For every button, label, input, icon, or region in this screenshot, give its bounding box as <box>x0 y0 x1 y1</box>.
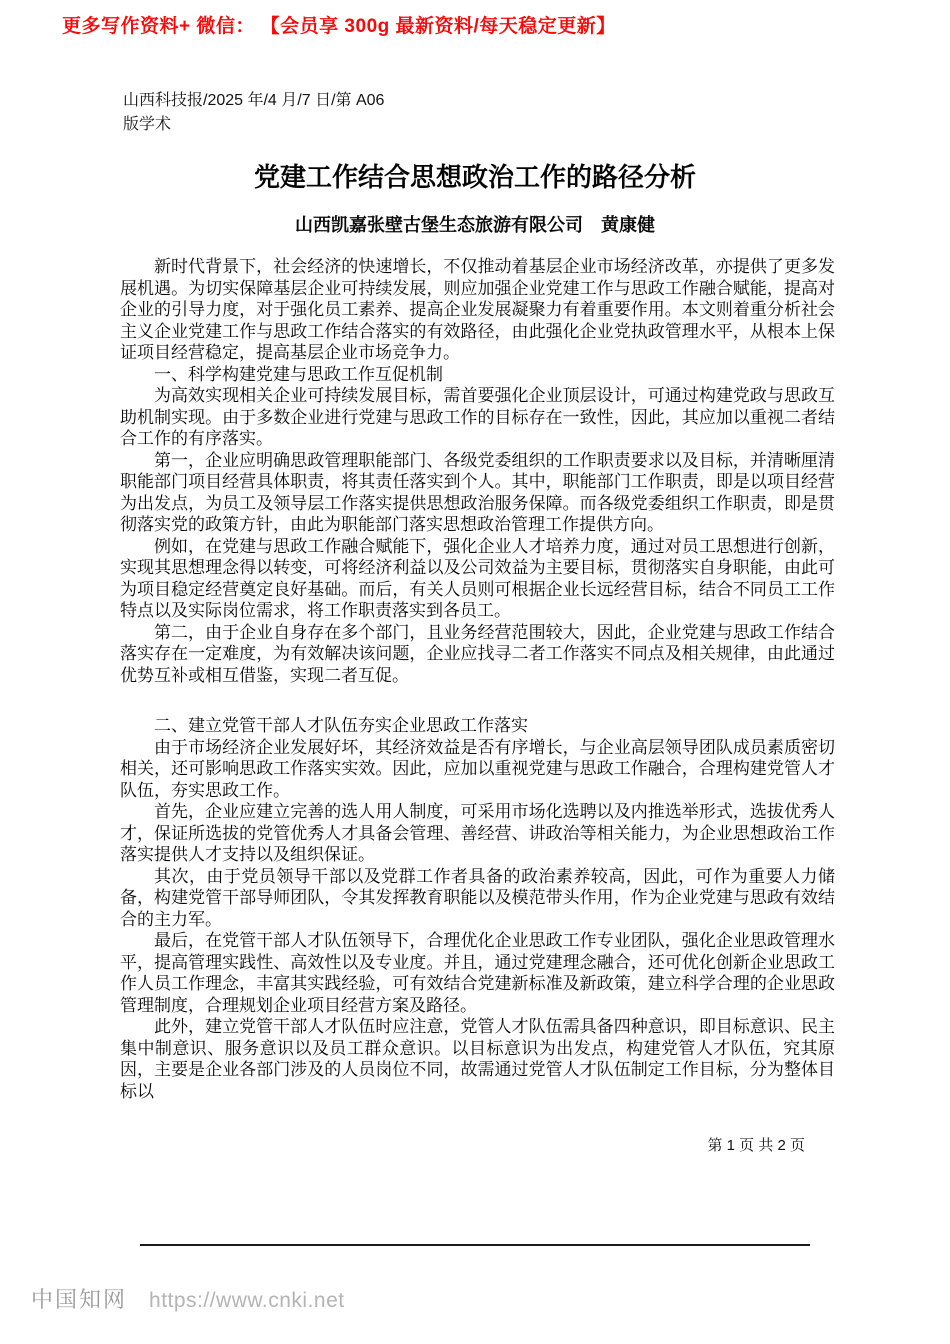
body-paragraph: 例如，在党建与思政工作融合赋能下，强化企业人才培养力度，通过对员工思想进行创新，实现其思想理念得以转变，可将经济利益以及公司效益为主要目标，贯彻落实自身职能，由此可为项目稳定经营奠定良好基础。而后，有关人员则可根据企业长远经营目标，结合不同员工工作特点以及实际岗位需求，将工作职责落实到各员工。 <box>120 536 835 620</box>
cnki-site-name: 中国知网 <box>31 1287 128 1312</box>
body-paragraph: 由于市场经济企业发展好坏，其经济效益是否有序增长，与企业高层领导团队成员素质密切相关，还可影响思政工作落实实效。因此，应加以重视党建与思政工作融合，合理构建党管人才队伍，夯实思政工作。 <box>120 737 835 800</box>
cnki-watermark <box>31 1283 345 1314</box>
article-body <box>120 256 835 1102</box>
section-heading-1: 一、科学构建党建与思政工作互促机制 <box>154 364 443 384</box>
body-paragraph: 最后，在党管干部人才队伍领导下，合理优化企业思政工作专业团队，强化企业思政管理水平，提高管理实践性、高效性以及专业度。并且，通过党建理念融合，还可优化创新企业思政工作人员工作理念，丰富其实践经验，可有效结合党建新标准及新政策，建立科学合理的企业思政管理制度，合理规划企业项目经营方案及路径。 <box>120 931 835 1015</box>
publication-info <box>123 89 384 137</box>
body-paragraph: 第二，由于企业自身存在多个部门，且业务经营范围较大，因此，企业党建与思政工作结合落实存在一定难度，为有效解决该问题，企业应找寻二者工作落实不同点及相关规律，由此通过优势互补或相互借鉴，实现二者互促。 <box>120 622 835 685</box>
article-title: 党建工作结合思想政治工作的路径分析 <box>253 162 696 192</box>
section-heading-2: 二、建立党管干部人才队伍夯实企业思政工作落实 <box>154 716 528 735</box>
body-paragraph: 其次，由于党员领导干部以及党群工作者具备的政治素养较高，因此，可作为重要人力储备，构建党管干部导师团队，令其发挥教育职能以及模范带头作用，作为企业党建与思政有效结合的主力军。 <box>120 866 835 929</box>
intro-paragraph: 新时代背景下，社会经济的快速增长，不仅推动着基层企业市场经济改革，亦提供了更多发展机遇。为切实保障基层企业可持续发展，则应加强企业党建工作与思政工作融合赋能，提高对企业的引导力度，对于强化员工素养、提高企业发展凝聚力有着重要作用。本文则着重分析社会主义企业党建工作与思政工作结合落实的有效路径，由此强化企业党执政管理水平，从根本上保证项目经营稳定，提高基层企业市场竞争力。 <box>120 257 835 362</box>
publication-info-line2: 版学术 <box>123 116 172 133</box>
publication-info-line1: 山西科技报/2025 年/4 月/7 日/第 A06 <box>123 92 385 109</box>
footer-divider <box>140 1244 810 1246</box>
cnki-url: https://www.cnki.net <box>149 1289 345 1312</box>
body-paragraph: 为高效实现相关企业可持续发展目标，需首要强化企业顶层设计，可通过构建党政与思政互助机制实现。由于多数企业进行党建与思政工作的目标存在一致性，因此，其应加以重视二者结合工作的有序落实。 <box>120 386 835 448</box>
promo-banner-text: 更多写作资料+ 微信： 【会员享 300g 最新资料/每天稳定更新】 <box>62 16 616 37</box>
article-author-line: 山西凯嘉张壁古堡生态旅游有限公司 黄康健 <box>295 215 655 235</box>
body-paragraph: 此外，建立党管干部人才队伍时应注意，党管人才队伍需具备四种意识，即目标意识、民主集中制意识、服务意识以及员工群众意识。以目标意识为出发点，构建党管人才队伍，究其原因，主要是企业各部门涉及的人员岗位不同，故需通过党管人才队伍制定工作目标，分为整体目标以 <box>120 1017 835 1101</box>
page-number-indicator: 第 1 页 共 2 页 <box>707 1137 805 1154</box>
body-paragraph: 首先，企业应建立完善的选人用人制度，可采用市场化选聘以及内推选举形式，选拔优秀人才，保证所选拔的党管优秀人才具备会管理、善经营、讲政治等相关能力，为企业思想政治工作落实提供人才支持以及组织保证。 <box>120 802 835 864</box>
body-paragraph: 第一，企业应明确思政管理职能部门、各级党委组织的工作职责要求以及目标，并清晰厘清职能部门项目经营具体职责，将其责任落实到个人。其中，职能部门工作职责，即是以项目经营为出发点，为员工及领导层工作落实提供思想政治服务保障。而各级党委组织工作职责，即是贯彻落实党的政策方针，由此为职能部门落实思想政治管理工作提供方向。 <box>120 450 835 534</box>
